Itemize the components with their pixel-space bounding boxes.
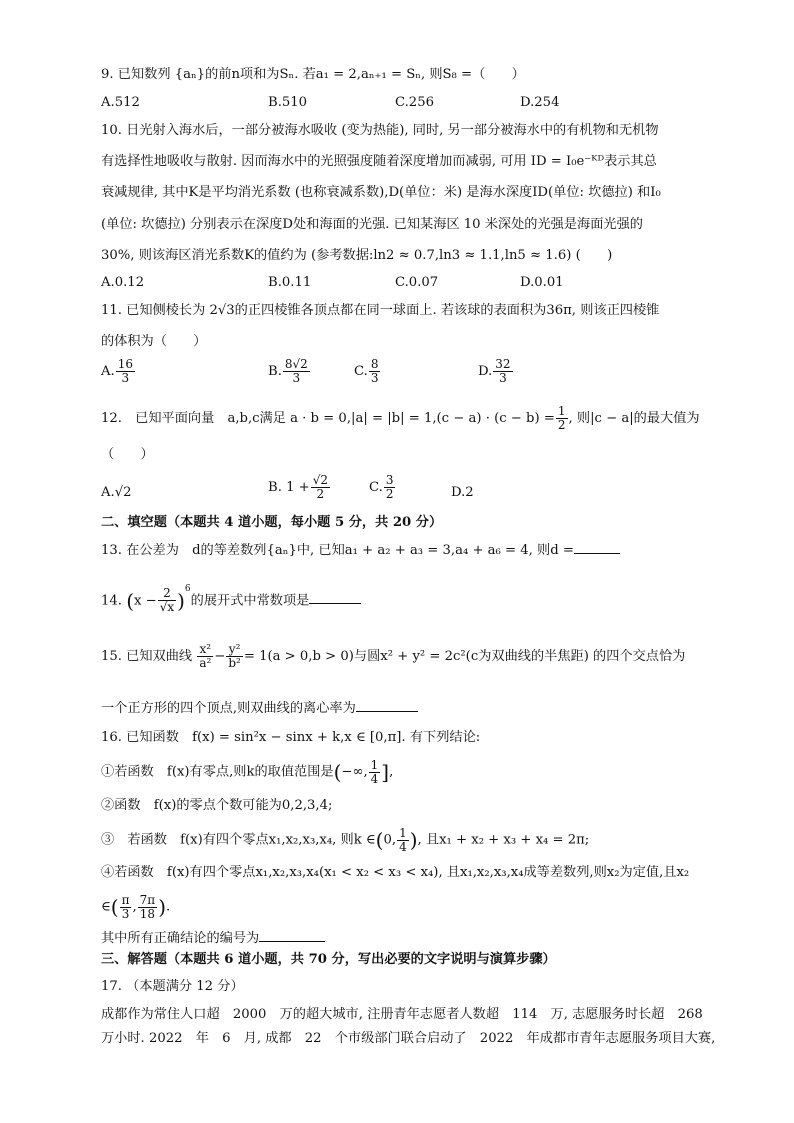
q12-option-b-label: B. 1 + [268,480,310,495]
q14-line [101,582,361,616]
q15-rest: = 1(a > 0,b > 0)与圆x² + y² = 2c²(c为双曲线的半焦距) 的四个交点恰为 [243,649,686,664]
q16-conclusion-3 [101,825,589,856]
paren-open-icon: ( [110,895,119,919]
fraction-numerator: 8 [370,357,379,371]
q10-option-c: C.0.07 [395,275,439,290]
fraction-numerator: 1 [370,757,379,772]
fraction-denominator: 3 [370,371,379,385]
q9-option-b: B.510 [268,95,308,110]
q9-option-a: A.512 [101,95,140,110]
q16-c4-in: ∈ [101,899,111,915]
q9-option-d: D.254 [520,95,560,110]
q12-option-c-label: C. [369,480,383,495]
section-2-heading: 二、填空题（本题共 4 道小题，每小题 5 分，共 20 分） [101,515,443,530]
q16-c4-end: . [166,899,171,915]
fraction-numerator: 7π [139,892,156,907]
fraction-denominator: √x [159,600,175,615]
q11-line-1: 11. 已知侧棱长为 2√3的正四棱锥各顶点都在同一球面上. 若该球的表面积为36π, 则该正四棱锥 [101,303,660,318]
q10-formula: D = I₀e⁻ᴷᴰ表示其总 [535,154,657,169]
q16-c1-fraction [369,759,381,786]
fraction-numerator: 16 [117,357,133,371]
q10-line-2 [101,153,657,171]
q13-text: 13. 在公差为 d的等差数列{aₙ}中, 已知a₁ + a₂ + a₃ = 3,a₄ + a₆ = 4, 则d = [101,543,574,558]
fraction-numerator: π [121,892,130,907]
q16-c1-interval: −∞, [341,764,368,780]
q12-option-c-fraction [384,474,396,501]
q13-line [101,541,620,560]
q16-closing-text: 其中所有正确结论的编号为 [101,931,260,946]
fraction-denominator: a² [199,656,212,670]
fraction-denominator: 3 [121,906,130,921]
q16-c3-tail: , 且x₁ + x₂ + x₃ + x₄ = 2π; [417,832,590,848]
q16-c1-text: ①若函数 f(x)有零点,则k的取值范围是 [101,764,334,780]
paren-close-icon: ) [409,828,418,852]
q11-option-c-fraction [369,358,381,385]
fraction-numerator: 8√2 [284,357,308,371]
fraction-denominator: 2 [316,487,325,501]
fraction-numerator: x² [197,643,213,657]
q12-option-d: D.2 [451,485,474,500]
paren-close-icon: ) [158,895,167,919]
q12-option-a: A.√2 [101,485,132,500]
q12-line-2: （ ） [101,447,154,462]
fraction-denominator: 4 [399,839,407,854]
q10-option-a: A.0.12 [101,275,145,290]
paren-open-icon: ( [333,760,342,784]
q15-prefix: 15. 已知双曲线 [101,649,193,664]
q11-line-2: 的体积为（ ） [101,334,207,349]
fraction-denominator: 2 [557,418,566,432]
q11-option-a-fraction [116,358,135,385]
q14-fraction [158,587,176,614]
q12-option-c [369,474,396,501]
q14-exponent: 6 [184,584,191,594]
q10-option-b: B.0.11 [268,275,312,290]
q14-expression: x − [134,593,157,609]
fraction-numerator: √2 [312,473,328,487]
fraction-denominator: 4 [370,771,379,786]
section-3-heading: 三、解答题（本题共 6 道小题，共 70 分，写出必要的文字说明与演算步骤） [101,952,556,967]
q16-stem: 16. 已知函数 f(x) = sin²x − sinx + k,x ∈ [0,π]. 有下列结论: [101,730,481,745]
q15-line-2-text: 一个正方形的四个顶点,则双曲线的离心率为 [101,701,356,716]
q12-line-1-tail: , 则|c − a|的最大值为 [568,411,700,426]
q12-option-b-fraction [311,474,330,501]
q15-x-fraction [197,643,213,670]
q16-c3-interval: 0, [383,832,397,848]
q17-line-2: 万小时. 2022 年 6 月, 成都 22 个市级部门联合启动了 2022 年成都市青年志愿服务项目大赛, [101,1031,716,1046]
paren-close-icon: ) [177,588,185,613]
q10-line-5: 30%, 则该海区消光系数K的值约为 (参考数据:ln2 ≈ 0.7,ln3 ≈ 1.1,ln5 ≈ 1.6) ( ) [101,248,613,263]
q14-number: 14. [101,593,122,609]
q12-line-1-text: 12. 已知平面向量 a,b,c满足 a · b = 0,|a| = |b| = 1,(c − a) · (c − b) = [101,411,555,426]
q10-line-4: (单位: 坎德拉) 分别表示在深度D处和海面的光强. 已知某海区 10 米深处的光强是海面光强的 [101,217,643,232]
q15-y-fraction [226,643,243,670]
q17-head: 17. （本题满分 12 分） [101,979,244,994]
q10-line-3 [101,184,661,202]
paren-open-icon: ( [375,828,384,852]
q16-c4-fraction-1 [120,894,132,921]
q15-line-2 [101,699,418,718]
q11-option-b-label: B. [268,364,282,379]
fraction-numerator: 3 [385,473,394,487]
paren-open-icon: ( [126,588,134,613]
q11-option-d-label: D. [478,364,493,379]
fraction-numerator: y² [226,643,243,657]
q17-line-1: 成都作为常住人口超 2000 万的超大城市, 注册青年志愿者人数超 114 万, 志愿服务时长超 268 [101,1007,703,1022]
q16-answer-blank [259,929,325,942]
q11-option-c [354,358,381,385]
q16-c3-text: ③ 若函数 f(x)有四个零点x₁,x₂,x₃,x₄, 则k ∈ [101,832,376,848]
q16-conclusion-2: ②函数 f(x)的零点个数可能为0,2,3,4; [101,798,333,813]
q16-closing [101,929,325,948]
q12-half-fraction [556,405,568,432]
fraction-denominator: 2 [385,487,394,501]
q12-line-1 [101,405,700,432]
q16-c1-comma: , [389,764,394,780]
q10-line-2-text: 有选择性地吸收与散射. 因而海水中的光照强度随着深度增加而减弱, 可用 I [101,154,536,169]
q14-suffix: 的展开式中常数项是 [190,593,310,609]
fraction-numerator: 32 [495,357,511,371]
q10-option-d: D.0.01 [520,275,564,290]
q16-conclusion-4: ④若函数 f(x)有四个零点x₁,x₂,x₃,x₄(x₁ < x₂ < x₃ < x₄), 且x₁,x₂,x₃,x₄成等差数列,则x₂为定值,且x₂ [101,865,690,880]
fraction-denominator: 3 [292,371,301,385]
fraction-numerator: 1 [557,404,566,418]
fraction-numerator: 1 [399,825,407,840]
q16-conclusion-1 [101,757,393,788]
q11-option-d [478,358,514,385]
fraction-denominator: 18 [139,906,156,921]
q16-c4-fraction-2 [138,894,158,921]
fraction-numerator: 2 [158,587,176,601]
bracket-close-icon: ] [381,760,390,784]
q15-answer-blank [356,699,418,712]
fraction-denominator: 3 [121,371,130,385]
q11-option-d-fraction [493,358,512,385]
q10-line-3-tail: D(单位: 坎德拉) 和I₀ [537,185,661,200]
q11-option-b-fraction [283,358,310,385]
q9-stem: 9. 已知数列 {aₙ}的前n项和为Sₙ. 若a₁ = 2,aₙ₊₁ = Sₙ, 则S₈ =（ ） [101,67,525,82]
q15-line-1 [101,642,685,672]
q13-answer-blank [574,541,620,554]
q11-option-a-label: A. [101,364,115,379]
q10-line-1: 10. 日光射入海水后，一部分被海水吸收 (变为热能), 同时, 另一部分被海水中的有机物和无机物 [101,123,659,138]
q12-option-b [268,474,331,501]
q16-c3-fraction [397,827,409,854]
q9-option-c: C.256 [395,95,434,110]
q11-option-b [268,358,311,385]
q11-option-c-label: C. [354,364,368,379]
q16-conclusion-4-cont: ∈( $\frac{\pi}{3}$ , $\frac{7\pi}{18}$ ). [101,892,171,921]
q14-answer-blank [309,591,361,604]
fraction-denominator: b² [228,656,241,670]
fraction-denominator: 3 [499,371,507,385]
q15-minus: − [214,649,226,664]
q10-line-3-text: 衰减规律, 其中K是平均消光系数 (也称衰减系数),D(单位：米) 是海水深度I [101,185,538,200]
q11-option-a [101,358,136,385]
